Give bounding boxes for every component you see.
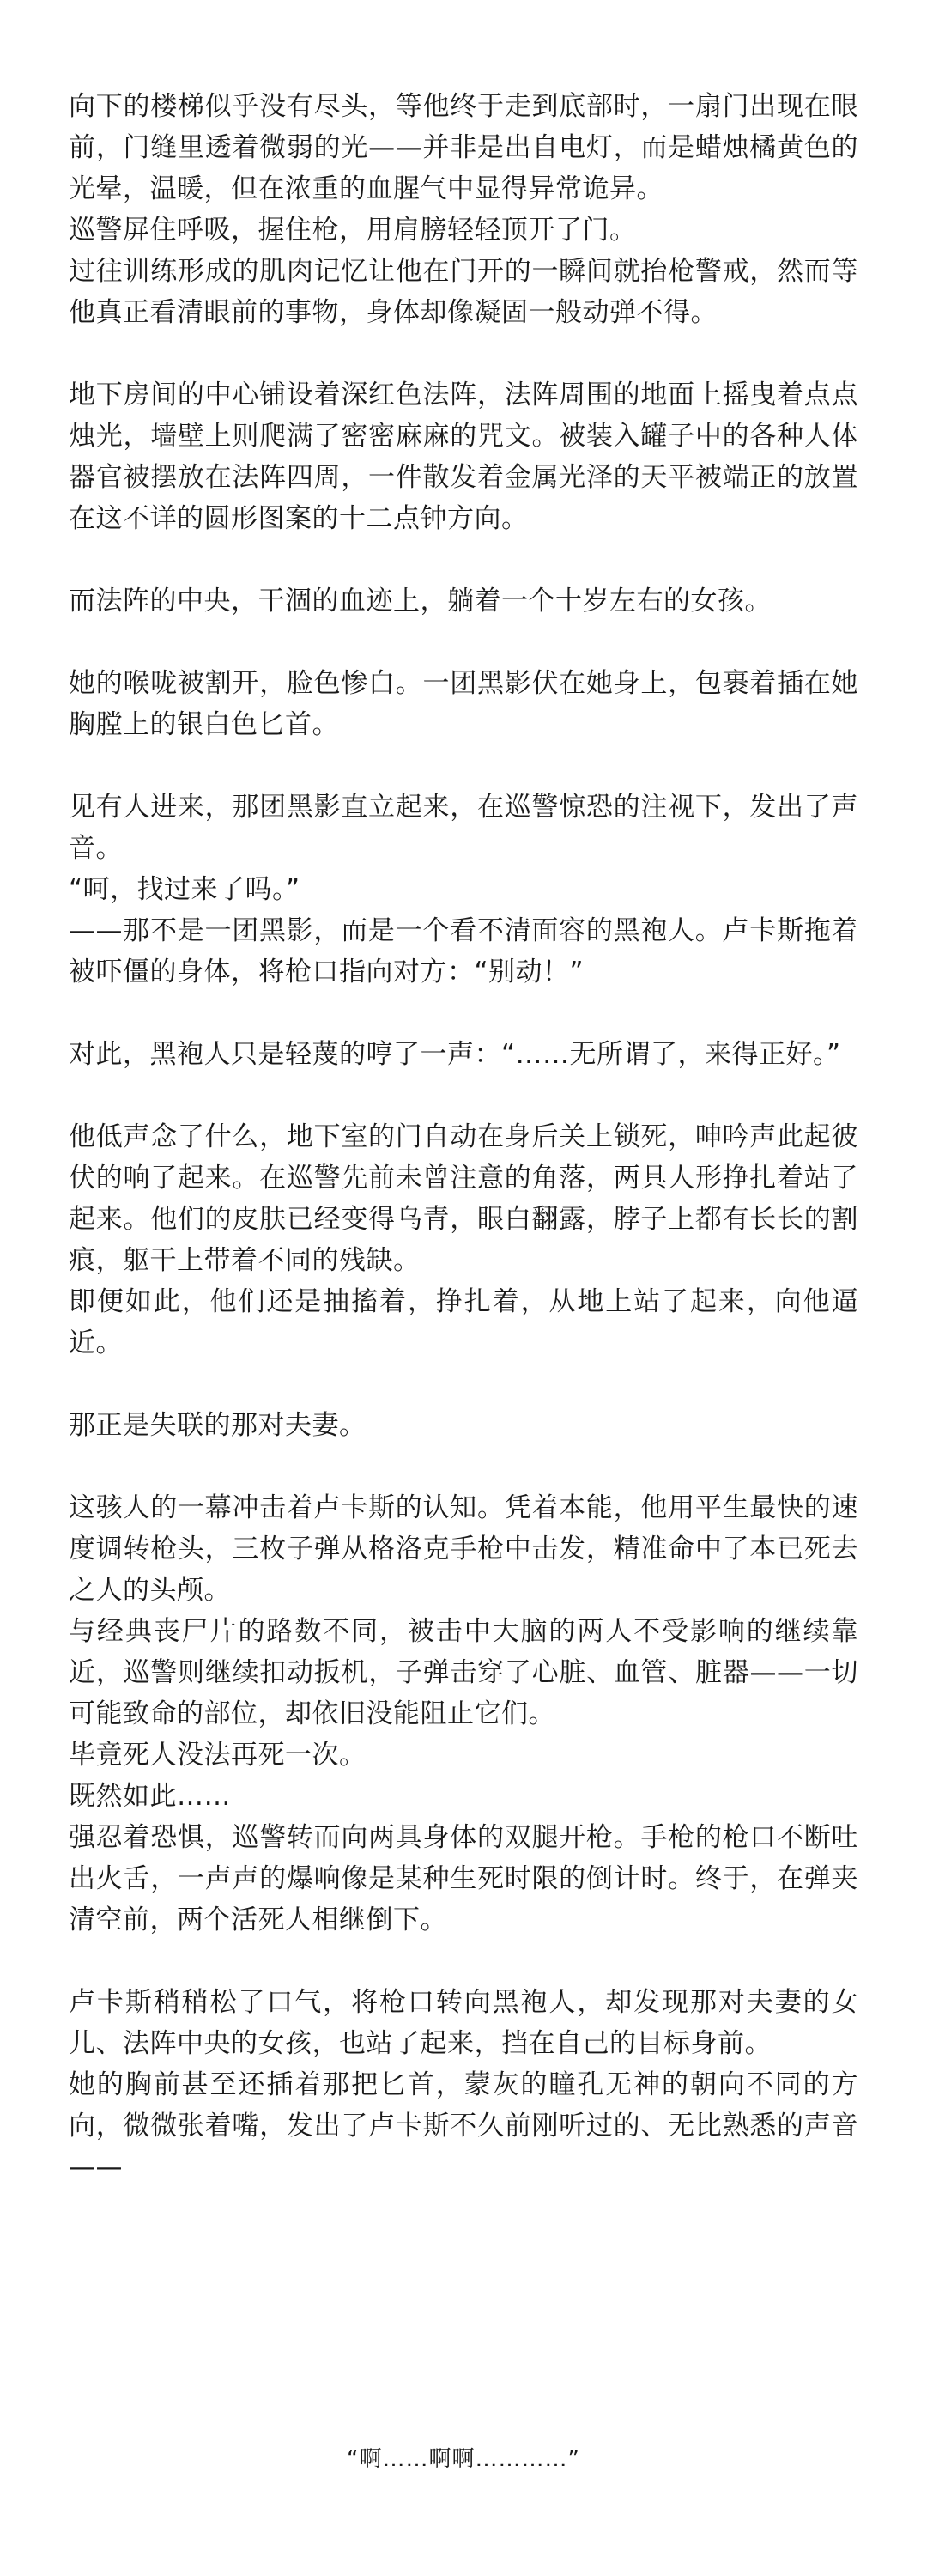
paragraph-19: 卢卡斯稍稍松了口气，将枪口转向黑袍人，却发现那对夫妻的女儿、法阵中央的女孩，也站了起来，挡在自己的目标身前。 <box>69 1987 858 2059</box>
paragraph-gap <box>69 1075 858 1116</box>
paragraph-gap <box>69 1446 858 1487</box>
paragraph-5: 而法阵的中央，干涸的血迹上，躺着一个十岁左右的女孩。 <box>69 586 772 617</box>
paragraph-15: 与经典丧尸片的路数不同，被击中大脑的两人不受影响的继续靠近，巡警则继续扣动扳机，子弹击穿了心脏、血管、脏器——一切可能致命的部位，却依旧没能阻止它们。 <box>69 1616 858 1729</box>
article-body <box>69 86 858 2188</box>
paragraph-14: 这骇人的一幕冲击着卢卡斯的认知。凭着本能，他用平生最快的速度调转枪头，三枚子弹从格洛克手枪中击发，精准命中了本已死去之人的头颅。 <box>69 1492 858 1606</box>
paragraph-1: 向下的楼梯似乎没有尽头，等他终于走到底部时，一扇门出现在眼前，门缝里透着微弱的光——并非是出自电灯，而是蜡烛橘黄色的光晕，温暖，但在浓重的血腥气中显得异常诡异。 <box>69 91 858 204</box>
paragraph-gap <box>69 1941 858 1982</box>
paragraph-17: 既然如此…… <box>69 1781 231 1812</box>
paragraph-gap <box>69 539 858 580</box>
paragraph-gap <box>69 745 858 787</box>
paragraph-2: 巡警屏住呼吸，握住枪，用肩膀轻轻顶开了门。 <box>69 215 637 246</box>
paragraph-9: ——那不是一团黑影，而是一个看不清面容的黑袍人。卢卡斯拖着被吓僵的身体，将枪口指向对方：“别动！” <box>69 915 858 987</box>
paragraph-3: 过往训练形成的肌肉记忆让他在门开的一瞬间就抬枪警戒，然而等他真正看清眼前的事物，身体却像凝固一般动弹不得。 <box>69 256 858 328</box>
paragraph-13: 那正是失联的那对夫妻。 <box>69 1410 367 1441</box>
paragraph-10: 对此，黑袍人只是轻蔑的哼了一声：“……无所谓了，来得正好。” <box>69 1039 841 1070</box>
paragraph-8: “呵，找过来了吗。” <box>69 874 300 905</box>
paragraph-gap <box>69 1364 858 1405</box>
paragraph-gap <box>69 333 858 374</box>
paragraph-18: 强忍着恐惧，巡警转而向两具身体的双腿开枪。手枪的枪口不断吐出火舌，一声声的爆响像是某种生死时限的倒计时。终于，在弹夹清空前，两个活死人相继倒下。 <box>69 1822 858 1935</box>
paragraph-11: 他低声念了什么，地下室的门自动在身后关上锁死，呻吟声此起彼伏的响了起来。在巡警先前未曾注意的角落，两具人形挣扎着站了起来。他们的皮肤已经变得乌青，眼白翻露，脖子上都有长长的割痕，躯干上带着不同的残缺。 <box>69 1121 858 1276</box>
paragraph-20: 她的胸前甚至还插着那把匕首，蒙灰的瞳孔无神的朝向不同的方向，微微张着嘴，发出了卢卡斯不久前刚听过的、无比熟悉的声音—— <box>69 2069 858 2183</box>
paragraph-16: 毕竟死人没法再死一次。 <box>69 1740 367 1771</box>
paragraph-4: 地下房间的中心铺设着深红色法阵，法阵周围的地面上摇曳着点点烛光，墙壁上则爬满了密密麻麻的咒文。被装入罐子中的各种人体器官被摆放在法阵四周，一件散发着金属光泽的天平被端正的放置在这不详的圆形图案的十二点钟方向。 <box>69 380 858 534</box>
paragraph-gap <box>69 993 858 1034</box>
paragraph-6: 她的喉咙被割开，脸色惨白。一团黑影伏在她身上，包裹着插在她胸膛上的银白色匕首。 <box>69 668 858 740</box>
paragraph-7: 见有人进来，那团黑影直立起来，在巡警惊恐的注视下，发出了声音。 <box>69 792 858 864</box>
paragraph-gap <box>69 622 858 663</box>
paragraph-12: 即便如此，他们还是抽搐着，挣扎着，从地上站了起来，向他逼近。 <box>69 1286 858 1358</box>
ending-line: “啊……啊啊…………” <box>347 2446 580 2472</box>
